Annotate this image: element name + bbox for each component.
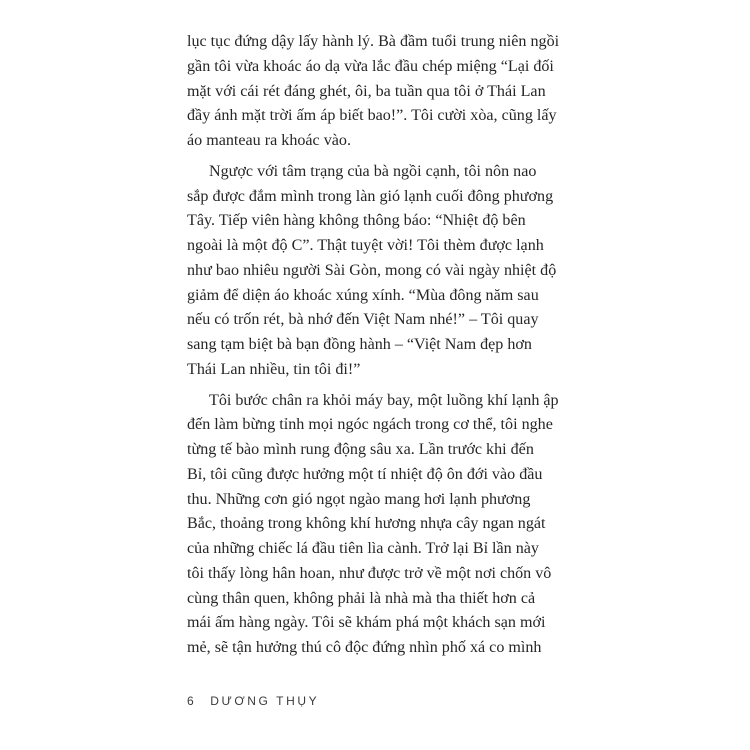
text-line: mặt với cái rét đáng ghét, ôi, ba tuần qua tôi ở Thái Lan [187,82,546,100]
text-line: mái ấm hàng ngày. Tôi sẽ khám phá một khách sạn mới [187,614,546,632]
page-number: 6 [187,694,197,708]
text-line: mẻ, sẽ tận hưởng thú cô độc đứng nhìn phố xá co mình [187,639,542,656]
page-footer [187,694,319,708]
text-line: của những chiếc lá đầu tiên lìa cành. Trở lại Bỉ lần này [187,540,539,557]
text-line: cùng thân quen, không phải là nhà mà tha thiết hơn cả [187,589,536,607]
text-line: sang tạm biệt bà bạn đồng hành – “Việt Nam đẹp hơn [187,336,532,353]
paragraph-2 [187,160,567,383]
text-line: Ngược với tâm trạng của bà ngồi cạnh, tôi nôn nao [209,162,537,180]
text-line: đầy ánh mặt trời ấm áp biết bao!”. Tôi cười xòa, cũng lấy [187,107,557,125]
text-line: áo manteau ra khoác vào. [187,132,351,149]
paragraph-3 [187,389,567,661]
author-name: DƯƠNG THỤY [210,694,320,708]
text-line: Bỉ, tôi cũng được hưởng một tí nhiệt độ ôn đới vào đầu [187,465,543,483]
text-line: giảm để diện áo khoác xúng xính. “Mùa đông năm sau [187,286,539,304]
text-line: tôi thấy lòng hân hoan, như được trở về một nơi chốn vô [187,564,552,582]
text-line: như bao nhiêu người Sài Gòn, mong có vài ngày nhiệt độ [187,261,557,279]
text-line: sắp được đắm mình trong làn gió lạnh cuối đông phương [187,187,554,205]
text-line: thu. Những cơn gió ngọt ngào mang hơi lạnh phương [187,490,531,508]
text-line: đến làm bừng tỉnh mọi ngóc ngách trong cơ thể, tôi nghe [187,416,553,434]
text-line: Thái Lan nhiều, tin tôi đi!” [187,360,361,378]
text-line: Tôi bước chân ra khỏi máy bay, một luồng khí lạnh ập [209,391,559,409]
text-line: lục tục đứng dậy lấy hành lý. Bà đầm tuổi trung niên ngồi [187,33,560,50]
text-line: Tây. Tiếp viên hàng không thông báo: “Nhiệt độ bên [187,212,526,230]
text-line: nếu có trốn rét, bà nhớ đến Việt Nam nhé!” – Tôi quay [187,311,539,329]
text-line: Bắc, thoảng trong không khí hương nhựa cây ngan ngát [187,515,546,533]
body-text [187,30,567,661]
text-line: gần tôi vừa khoác áo dạ vừa lắc đầu chép miệng “Lại đối [187,57,554,75]
text-line: ngoài là một độ C”. Thật tuyệt vời! Tôi thèm được lạnh [187,237,544,254]
paragraph-1 [187,30,567,154]
text-line: từng tế bào mình rung động sâu xa. Lần trước khi đến [187,441,534,458]
